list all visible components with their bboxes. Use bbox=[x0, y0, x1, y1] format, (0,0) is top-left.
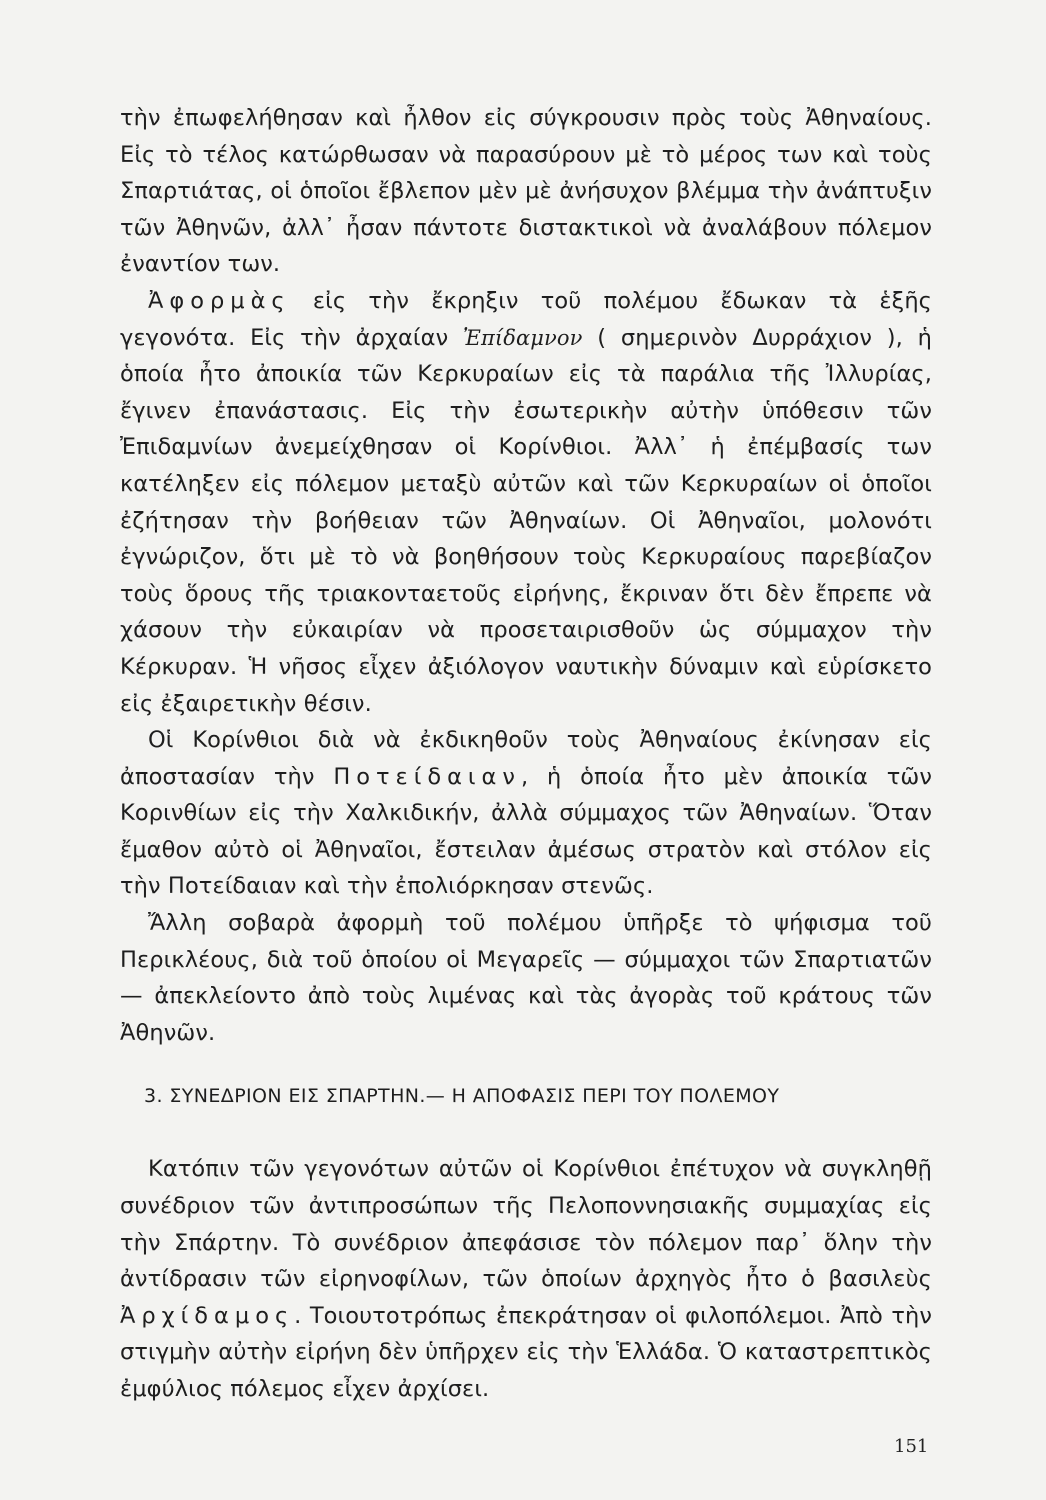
italic-epidamnos: Ἐπίδαμνον bbox=[463, 325, 583, 350]
paragraph-3 bbox=[120, 722, 932, 905]
paragraph-2-text-b: ( σημερινὸν Δυρράχιον ), ἡ ὁποία ἦτο ἀποικία τῶν Κερκυραίων εἰς τὰ παράλια τῆς Ἰλλυρίας, ἔγινεν ἐπανάστασις. Εἰς τὴν ἐσωτερικὴν αὐτὴν ὑπόθεσιν τῶν Ἐπιδαμνίων ἀνεμείχθησαν οἱ Κορίνθιοι. Ἀλλ᾽ ἡ ἐπέμβασίς των κατέληξεν εἰς πόλεμον μεταξὺ αὐτῶν καὶ τῶν Κερκυραίων οἱ ὁποῖοι ἐζήτησαν τὴν βοήθειαν τῶν Ἀθηναίων. Οἱ Ἀθηναῖοι, μολονότι ἐγνώριζον, ὅτι μὲ τὸ νὰ βοηθήσουν τοὺς Κερκυραίους παρεβίαζον τοὺς ὅρους τῆς τριακονταετοῦς εἰρήνης, ἔκριναν ὅτι δὲν ἔπρεπε νὰ χάσουν τὴν εὐκαιρίαν νὰ προσεταιρισθοῦν ὡς σύμμαχον τὴν Κέρκυραν. Ἡ νῆσος εἶχεν ἀξιόλογον ναυτικὴν δύναμιν καὶ εὑρίσκετο εἰς ἐξαιρετικὴν θέσιν. bbox=[120, 324, 933, 717]
spaced-emphasis-aformas: Ἀφορμὰς bbox=[148, 287, 291, 314]
section-heading: 3. ΣΥΝΕΔΡΙΟΝ ΕΙΣ ΣΠΑΡΤΗΝ.— Η ΑΠΟΦΑΣΙΣ ΠΕΡΙ ΤΟΥ ΠΟΛΕΜΟΥ bbox=[144, 1085, 780, 1108]
paragraph-1-text: τὴν ἐπωφελήθησαν καὶ ἦλθον εἰς σύγκρουσιν πρὸς τοὺς Ἀθηναίους. Εἰς τὸ τέλος κατώρθωσαν νὰ παρασύρουν μὲ τὸ μέρος των καὶ τοὺς Σπαρτιάτας, οἱ ὁποῖοι ἔβλεπον μὲν μὲ ἀνήσυχον βλέμμα τὴν ἀνάπτυξιν τῶν Ἀθηνῶν, ἀλλ᾽ ἦσαν πάντοτε διστακτικοὶ νὰ ἀναλάβουν πόλεμον ἐναντίον των. bbox=[120, 105, 932, 278]
paragraph-1 bbox=[120, 100, 932, 283]
paragraph-3-text-b: , ἡ ὁποία ἦτο μὲν ἀποικία τῶν Κορινθίων εἰς τὴν Χαλκιδικήν, ἀλλὰ σύμμαχος τῶν Ἀθηναίων. Ὅταν ἔμαθον αὐτὸ οἱ Ἀθηναῖοι, ἔστειλαν ἀμέσως στρατὸν καὶ στόλον εἰς τὴν Ποτείδαιαν καὶ τὴν ἐπολιόρκησαν στενῶς. bbox=[120, 763, 932, 900]
page-body bbox=[120, 100, 932, 1460]
paragraph-2 bbox=[120, 283, 932, 722]
page-number: 151 bbox=[894, 1436, 929, 1457]
section-paragraph-text-a: Κατόπιν τῶν γεγονότων αὐτῶν οἱ Κορίνθιοι ἐπέτυχον νὰ συγκληθῇ συνέδριον τῶν ἀντιπροσώπων τῆς Πελοποννησιακῆς συμμαχίας εἰς τὴν Σπάρτην. Τὸ συνέδριον ἀπεφάσισε τὸν πόλεμον παρ᾽ ὅλην τὴν ἀντίδρασιν τῶν εἰρηνοφίλων, τῶν ὁποίων ἀρχηγὸς ἦτο ὁ βασιλεὺς bbox=[120, 1156, 932, 1293]
paragraph-2-text-a: εἰς τὴν ἔκρηξιν τοῦ πολέμου ἔδωκαν τὰ ἑξῆς γεγονότα. Εἰς τὴν ἀρχαίαν bbox=[120, 287, 932, 351]
spaced-emphasis-archidamos: Ἀρχίδαμος bbox=[120, 1302, 295, 1329]
section-paragraph bbox=[120, 1151, 932, 1407]
section-paragraph-text-b: . Τοιουτοτρόπως ἐπεκράτησαν οἱ φιλοπόλεμοι. Ἀπὸ τὴν στιγμὴν αὐτὴν εἰρήνη δὲν ὑπῆρχεν εἰς τὴν Ἑλλάδα. Ὁ καταστρεπτικὸς ἐμφύλιος πόλεμος εἶχεν ἀρχίσει. bbox=[120, 1302, 932, 1402]
spaced-emphasis-poteidaia: Ποτείδαιαν bbox=[333, 763, 521, 790]
paragraph-4 bbox=[120, 905, 932, 1051]
paragraph-3-text-a: Οἱ Κορίνθιοι διὰ νὰ ἐκδικηθοῦν τοὺς Ἀθηναίους ἐκίνησαν εἰς ἀποστασίαν τὴν bbox=[120, 727, 932, 790]
paragraph-4-text: Ἄλλη σοβαρὰ ἀφορμὴ τοῦ πολέμου ὑπῆρξε τὸ ψήφισμα τοῦ Περικλέους, διὰ τοῦ ὁποίου οἱ Μεγαρεῖς — σύμμαχοι τῶν Σπαρτιατῶν — ἀπεκλείοντο ἀπὸ τοὺς λιμένας καὶ τὰς ἀγορὰς τοῦ κράτους τῶν Ἀθηνῶν. bbox=[120, 910, 932, 1046]
